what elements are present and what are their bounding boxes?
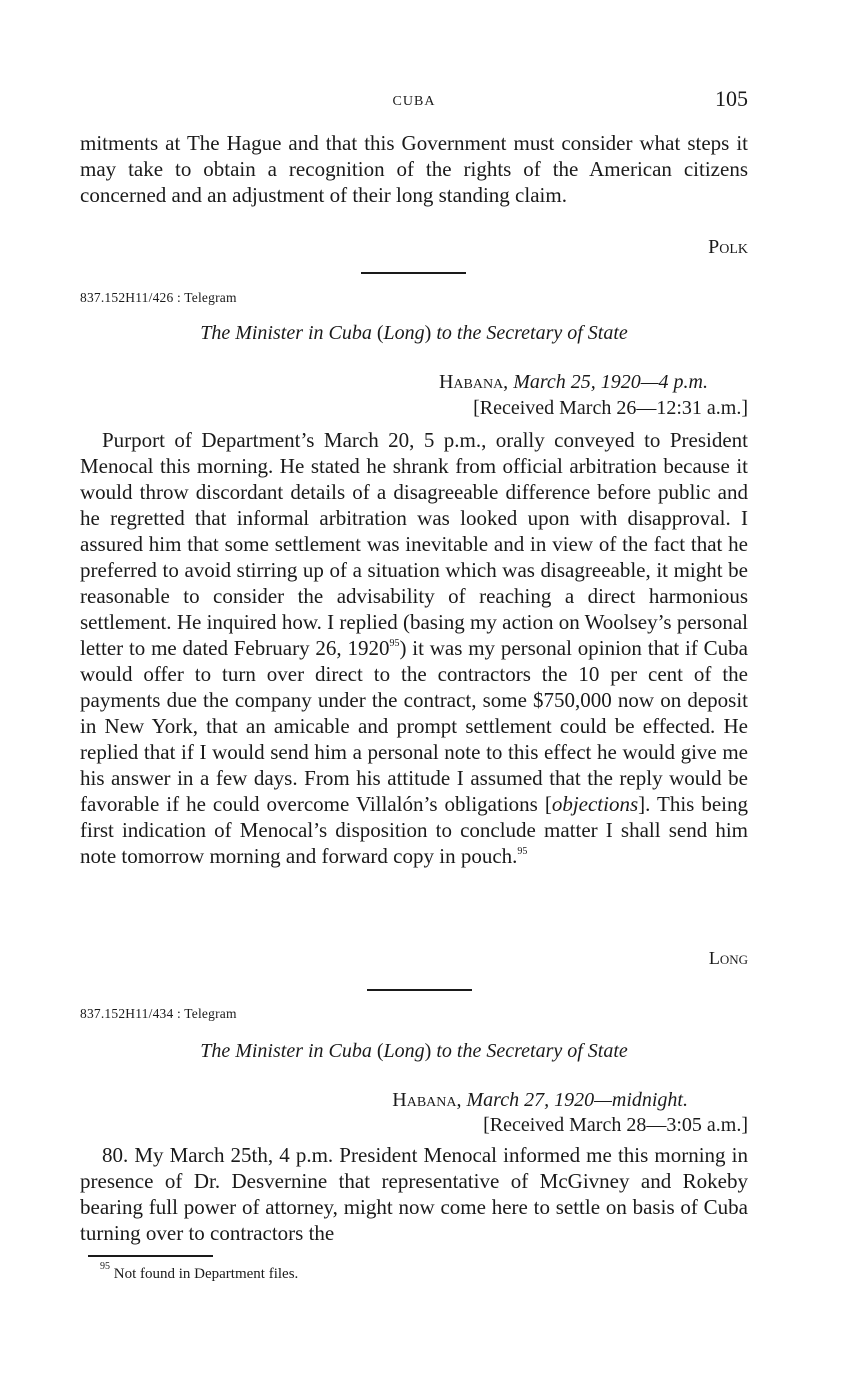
signature-long: Long xyxy=(708,948,748,968)
heading-part-2: to the Secretary of State xyxy=(436,1040,628,1062)
received-line: [Received March 28—3:05 a.m.] xyxy=(483,1114,748,1136)
dateline xyxy=(80,1088,748,1113)
heading-paren-open: ( xyxy=(376,1040,384,1062)
footnote-number: 95 xyxy=(100,1261,110,1272)
running-head: CUBA xyxy=(392,94,436,109)
page-number: 105 xyxy=(715,86,748,111)
bracket-correction: objections xyxy=(551,792,639,816)
telegram-paragraph xyxy=(80,427,748,869)
footnote-text: Not found in Department files. xyxy=(113,1266,299,1282)
section-divider xyxy=(361,272,466,274)
body-text-c: ]. This being first indication of Menocal’s disposition to conclude matter I shall send him note tomorrow morning and forward copy in pouch. xyxy=(80,792,748,868)
dateline-place: Habana, xyxy=(392,1089,462,1111)
footnote-divider xyxy=(88,1255,213,1257)
file-number: 837.152H11/426 : Telegram xyxy=(80,290,237,305)
heading-name: Long xyxy=(383,1040,425,1062)
body-text-a: Purport of Department’s March 20, 5 p.m., orally conveyed to President Menocal this morning. He stated he shrank from official arbitration because it would throw discordant details of a disagreeable difference before public and he regretted that informal arbitration was looked upon with disapproval. I assured him that some settlement was inevitable and in view of the fact that he preferred to avoid stirring up of a situation which was disagreeable, it might be reasonable to consider the advisability of reaching a direct harmonious settlement. He inquired how. I replied (basing my action on Woolsey’s personal letter to me dated February 26, 1920 xyxy=(80,428,748,660)
section-divider xyxy=(367,989,472,991)
dateline-date: March 25, 1920—4 p.m. xyxy=(513,371,708,393)
footnote-ref: 95 xyxy=(389,638,400,649)
received-line: [Received March 26—12:31 a.m.] xyxy=(473,397,748,419)
heading-paren-close: ) xyxy=(424,1040,432,1062)
signature-polk: Polk xyxy=(708,236,748,258)
telegram-paragraph: 80. My March 25th, 4 p.m. President Menocal informed me this morning in presence of Dr. Desvernine that representative of McGivney and Rokeby bearing full power of attorney, might now come here to settle on basis of Cuba turning over to contractors the xyxy=(80,1143,748,1245)
heading-part-2: to the Secretary of State xyxy=(436,322,628,344)
dateline xyxy=(80,370,748,395)
heading-part-1: The Minister in Cuba xyxy=(200,1040,372,1062)
continuation-paragraph: mitments at The Hague and that this Government must consider what steps it may take to obtain a recognition of the rights of the American citizens concerned and an adjustment of their long standing claim. xyxy=(80,131,748,207)
document-heading xyxy=(80,322,748,345)
dateline-date: March 27, 1920—midnight. xyxy=(466,1089,688,1111)
page-header xyxy=(80,86,748,116)
heading-name: Long xyxy=(383,322,425,344)
heading-paren-open: ( xyxy=(376,322,384,344)
heading-paren-close: ) xyxy=(424,322,432,344)
footnote-ref: 95 xyxy=(517,846,528,857)
dateline-place: Habana, xyxy=(438,371,509,393)
telegram-body xyxy=(80,427,748,869)
footnote xyxy=(100,1261,768,1283)
file-number: 837.152H11/434 : Telegram xyxy=(80,1006,237,1021)
body-text-b: ) it was my personal opinion that if Cuba would offer to turn over direct to the contractors the 10 per cent of the payments due the company under the contract, some $750,000 now on deposit in New York, that an amicable and prompt settlement could be effected. He replied that if I would send him a personal note to this effect he would give me his answer in a few days. From his attitude I assumed that the reply would be favorable if he could overcome Villalón’s obligations [ xyxy=(80,636,748,816)
document-heading xyxy=(80,1040,748,1063)
continuation-section xyxy=(80,130,748,208)
telegram-body xyxy=(80,1142,748,1246)
heading-part-1: The Minister in Cuba xyxy=(200,322,372,344)
